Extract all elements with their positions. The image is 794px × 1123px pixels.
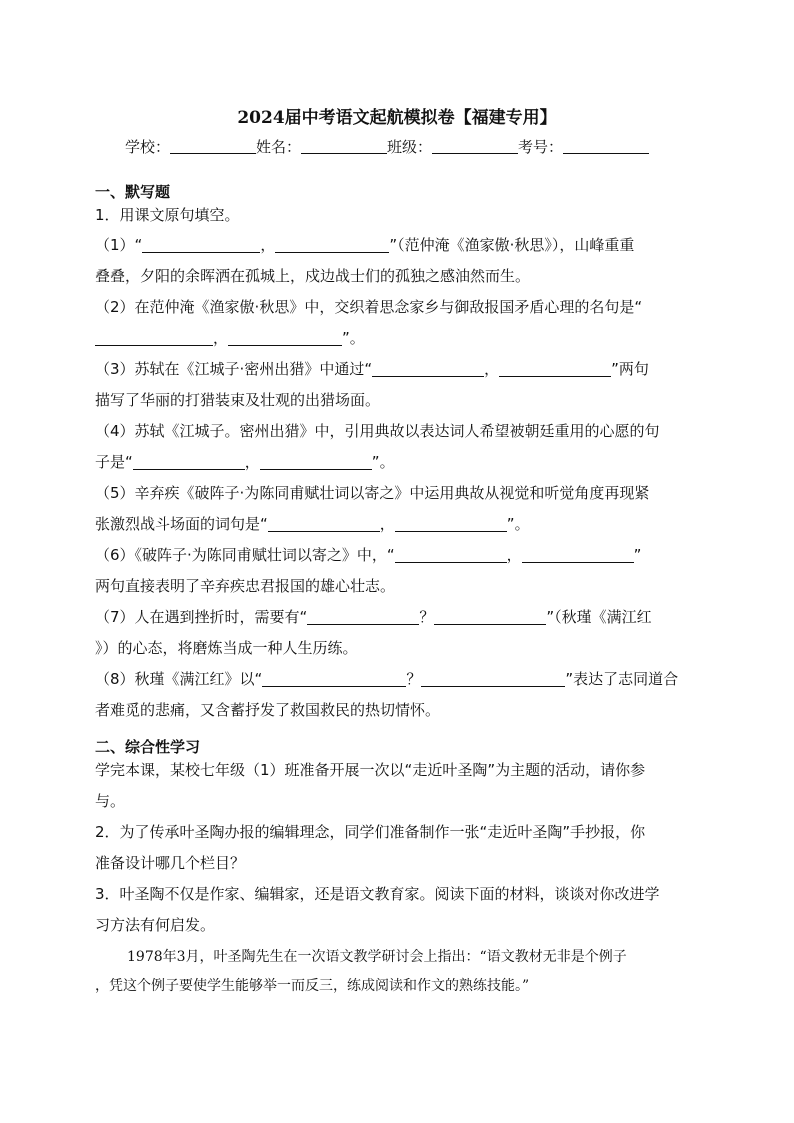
item-5-line-2: 张激烈战斗场面的词句是“ ， ”。 xyxy=(95,515,530,533)
item-3-line-1: （3）苏轼在《江城子·密州出猎》中通过“ ， ”两句 xyxy=(95,360,649,378)
answer-blank[interactable] xyxy=(434,609,546,625)
question-3-line-2: 习方法有何启发。 xyxy=(95,916,216,934)
school-label: 学校： xyxy=(125,138,171,156)
item-6-line-2: 两句直接表明了辛弃疾忠君报国的雄心壮志。 xyxy=(95,577,396,595)
answer-blank[interactable] xyxy=(395,516,507,532)
answer-blank[interactable] xyxy=(499,361,611,377)
item-3-line-2: 描写了华丽的打猎装束及壮观的出猎场面。 xyxy=(95,391,381,409)
school-blank[interactable] xyxy=(170,139,256,154)
answer-blank[interactable] xyxy=(133,454,245,470)
question-1-stem: 1．用课文原句填空。 xyxy=(95,206,240,224)
item-1-line-1: （1）“ ， ”（范仲淹《渔家傲·秋思》），山峰重重 xyxy=(95,236,635,254)
answer-blank[interactable] xyxy=(262,671,406,687)
section-2-intro-line-2: 与。 xyxy=(95,792,126,810)
section-heading-dictation: 一、默写题 xyxy=(95,183,171,201)
exam-no-blank[interactable] xyxy=(563,139,649,154)
class-blank[interactable] xyxy=(432,139,518,154)
question-2-line-1: 2．为了传承叶圣陶办报的编辑理念，同学们准备制作一张“走近叶圣陶”手抄报，你 xyxy=(95,823,646,841)
answer-blank[interactable] xyxy=(421,671,565,687)
exam-title: 2024届中考语文起航模拟卷【福建专用】 xyxy=(237,108,557,128)
item-1-line-2: 叠叠，夕阳的余晖洒在孤城上，戍边战士们的孤独之感油然而生。 xyxy=(95,267,531,285)
student-info-row xyxy=(125,136,649,157)
answer-blank[interactable] xyxy=(372,361,484,377)
answer-blank[interactable] xyxy=(260,454,372,470)
section-2-intro-line-1: 学完本课，某校七年级（1）班准备开展一次以“走近叶圣陶”为主题的活动，请你参 xyxy=(95,761,646,779)
item-4-line-2: 子是“ ， ”。 xyxy=(95,453,395,471)
question-3-line-1: 3．叶圣陶不仅是作家、编辑家，还是语文教育家。阅读下面的材料，谈谈对你改进学 xyxy=(95,885,660,903)
item-7-line-1: （7）人在遇到挫折时，需要有“ ？ ”（秋瑾《满江红 xyxy=(95,608,652,626)
question-2-line-2: 准备设计哪几个栏目？ xyxy=(95,854,246,872)
answer-blank[interactable] xyxy=(268,516,380,532)
item-2-line-1: （2）在范仲淹《渔家傲·秋思》中，交织着思念家乡与御敌报国矛盾心理的名句是“ xyxy=(95,298,643,316)
material-quote-line-2: ，凭这个例子要使学生能够举一而反三，练成阅读和作文的熟练技能。” xyxy=(95,978,530,994)
item-8-line-2: 者难觅的悲痛，又含蓄抒发了救国救民的热切情怀。 xyxy=(95,701,441,719)
answer-blank[interactable] xyxy=(307,609,419,625)
item-8-line-1: （8）秋瑾《满江红》以“ ？ ”表达了志同道合 xyxy=(95,670,679,688)
item-5-line-1: （5）辛弃疾《破阵子·为陈同甫赋壮词以寄之》中运用典故从视觉和听觉角度再现紧 xyxy=(95,484,650,502)
exam-no-label: 考号： xyxy=(518,138,564,156)
item-2-line-2: ， ”。 xyxy=(95,328,365,348)
material-quote-line-1: 1978年3月，叶圣陶先生在一次语文教学研讨会上指出：“语文教材无非是个例子 xyxy=(127,949,627,965)
answer-blank[interactable] xyxy=(522,547,634,563)
class-label: 班级： xyxy=(387,138,433,156)
item-7-line-2: 》）的心态，将磨炼当成一种人生历练。 xyxy=(95,639,358,657)
answer-blank[interactable] xyxy=(142,237,260,253)
answer-blank[interactable] xyxy=(95,330,213,346)
answer-blank[interactable] xyxy=(395,547,507,563)
answer-blank[interactable] xyxy=(275,237,389,253)
item-6-line-1: （6）《破阵子·为陈同甫赋壮词以寄之》中，“ ， ” xyxy=(95,546,642,564)
name-label: 姓名： xyxy=(256,138,302,156)
name-blank[interactable] xyxy=(301,139,387,154)
section-heading-comprehensive: 二、综合性学习 xyxy=(95,738,201,756)
item-4-line-1: （4）苏轼《江城子。密州出猎》中，引用典故以表达词人希望被朝廷重用的心愿的句 xyxy=(95,422,660,440)
answer-blank[interactable] xyxy=(228,330,342,346)
